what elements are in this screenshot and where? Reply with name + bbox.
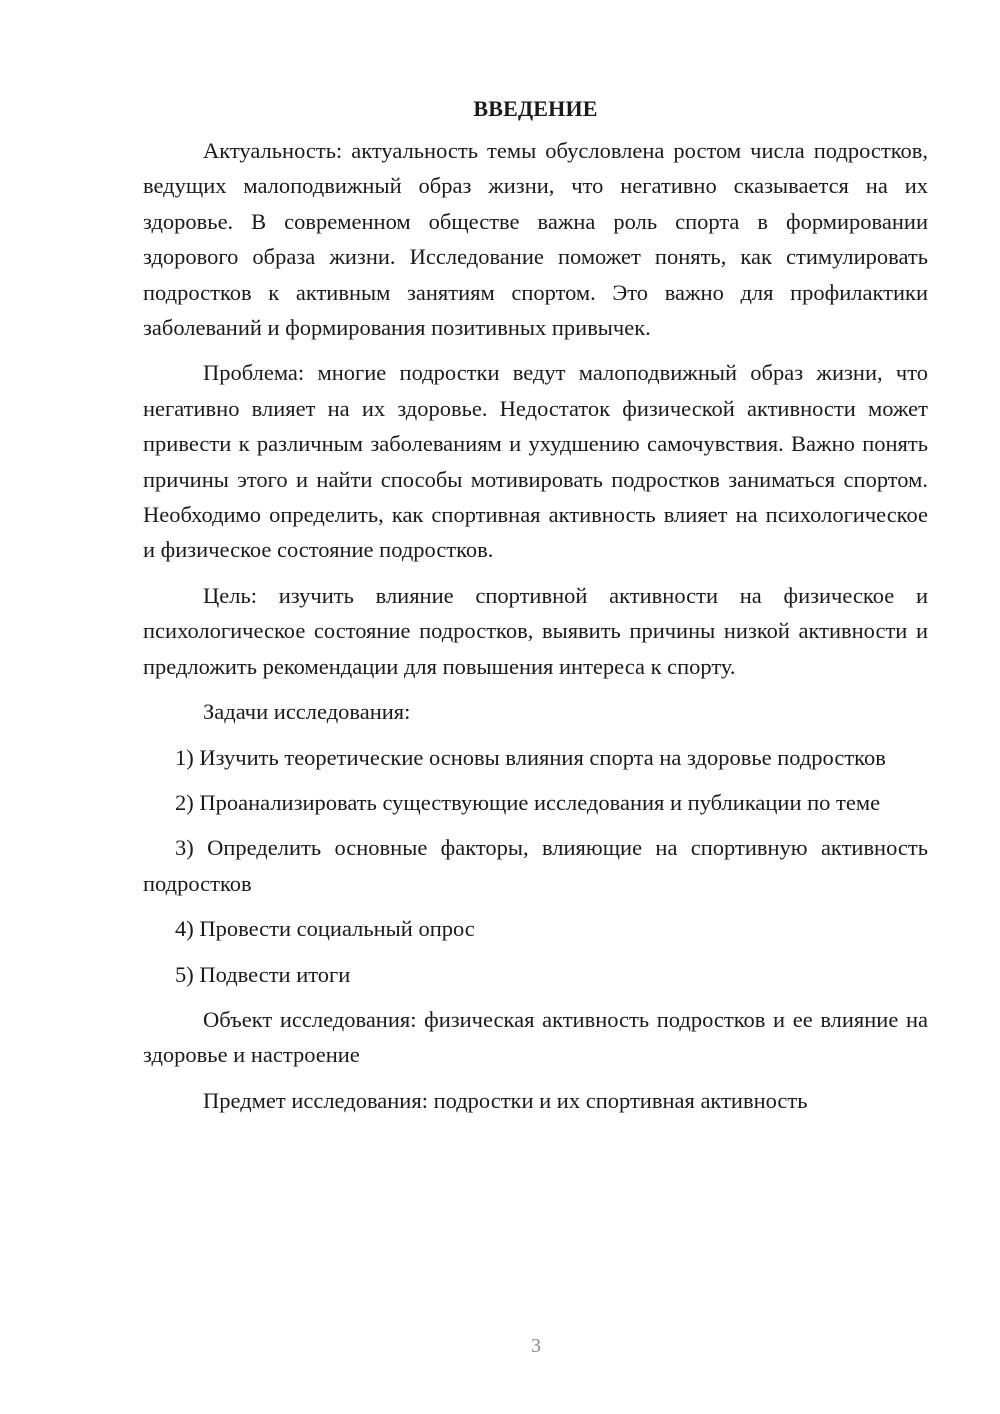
paragraph-goal: Цель: изучить влияние спортивной активности на физическое и психологическое состояние подростков, выявить причины низкой активности и предложить рекомендации для повышения интереса к спорту.: [143, 582, 928, 679]
page-number: 3: [531, 1335, 541, 1357]
paragraph-relevance: Актуальность: актуальность темы обусловлена ростом числа подростков, ведущих малоподвижный образ жизни, что негативно сказывается на их здоровье. В современном обществе важна роль спорта в формировании здорового образа жизни. Исследование поможет понять, как стимулировать подростков к активным занятиям спортом. Это важно для профилактики заболеваний и формирования позитивных привычек.: [143, 138, 928, 341]
task-item-1: 1) Изучить теоретические основы влияния спорта на здоровье подростков: [175, 744, 886, 770]
task-item-3: 3) Определить основные факторы, влияющие на спортивную активность подростков: [143, 835, 928, 896]
document-page: [143, 94, 928, 1128]
task-item-4: 4) Провести социальный опрос: [175, 916, 475, 942]
paragraph-subject: Предмет исследования: подростки и их спортивная активность: [203, 1087, 808, 1113]
paragraph-object: Объект исследования: физическая активность подростков и ее влияние на здоровье и настроение: [143, 1006, 928, 1068]
task-item-5: 5) Подвести итоги: [175, 961, 351, 987]
section-title: ВВЕДЕНИЕ: [473, 96, 598, 121]
task-list: [143, 740, 928, 992]
task-item-2: 2) Проанализировать существующие исследования и публикации по теме: [175, 789, 881, 815]
paragraph-problem: Проблема: многие подростки ведут малоподвижный образ жизни, что негативно влияет на их здоровье. Недостаток физической активности может привести к различным заболеваниям и ухудшению самочувствия. Важно понять причины этого и найти способы мотивировать подростков заниматься спортом. Необходимо определить, как спортивная активность влияет на психологическое и физическое состояние подростков.: [143, 360, 928, 563]
paragraph-tasks-heading: Задачи исследования:: [203, 699, 411, 725]
